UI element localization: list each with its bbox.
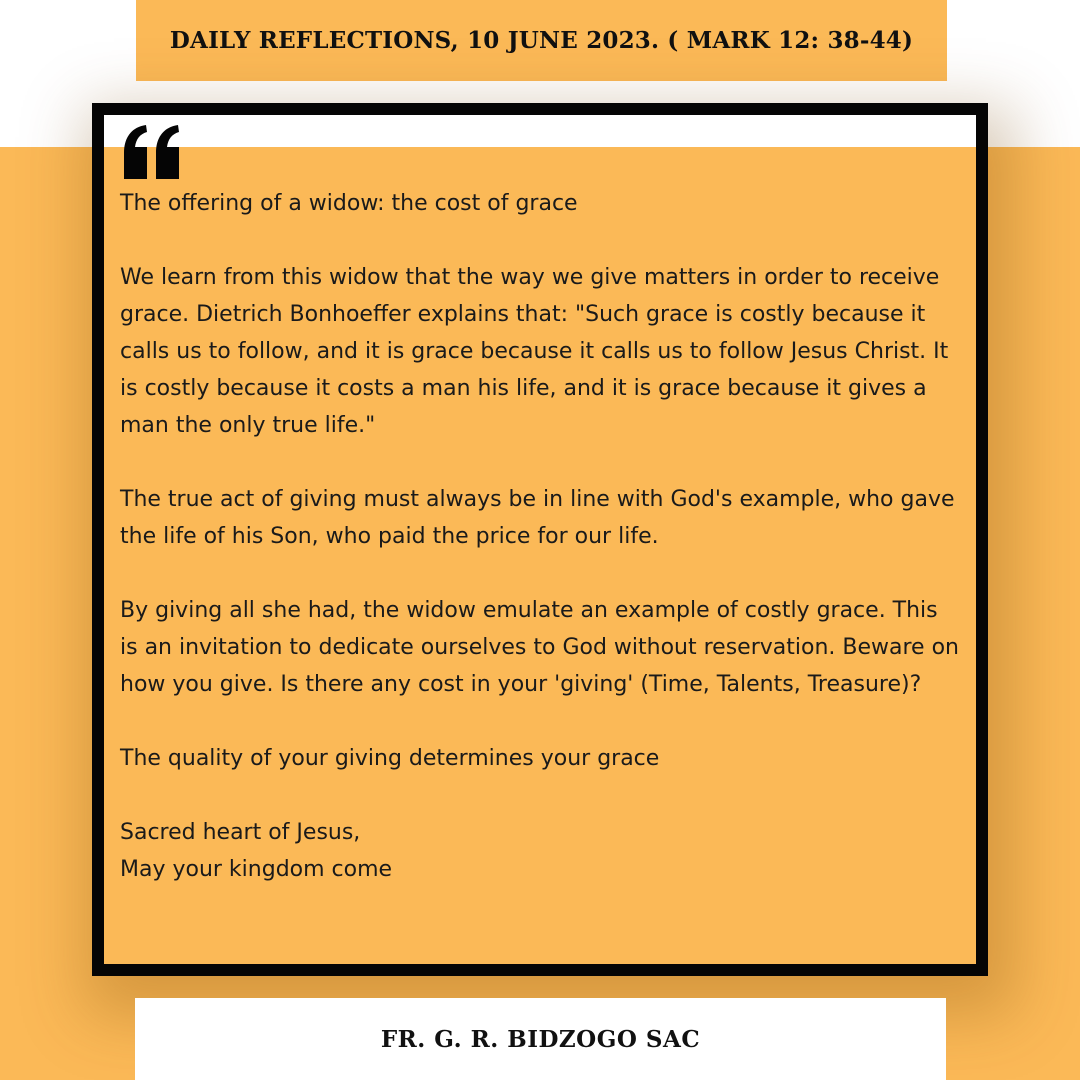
- footer-band: [135, 998, 946, 1080]
- page-title: DAILY REFLECTIONS, 10 JUNE 2023. ( MARK 12: 38-44): [169, 27, 914, 54]
- reflection-text: The offering of a widow: the cost of grace We learn from this widow that the way we give matters in order to receive grace. Dietrich Bonhoeffer explains that: "Such grace is costly because it calls us to follow, and it is grace because it calls us to follow Jesus Christ. It is costly because it costs a man his life, and it is grace because it gives a man the only true life." The true act of giving must always be in line with God's example, who gave the life of his Son, who paid the price for our life. By giving all she had, the widow emulate an example of costly grace. This is an invitation to dedicate ourselves to God without reservation. Beware on how you give. Is there any cost in your 'giving' (Time, Talents, Treasure)? The quality of your giving determines your grace Sacred heart of Jesus, May your kingdom come: [120, 191, 959, 882]
- header-band: [136, 0, 947, 81]
- quote-open-icon: [120, 123, 184, 181]
- author-name: FR. G. R. BIDZOGO SAC: [380, 1025, 701, 1053]
- quote-card: [92, 103, 988, 976]
